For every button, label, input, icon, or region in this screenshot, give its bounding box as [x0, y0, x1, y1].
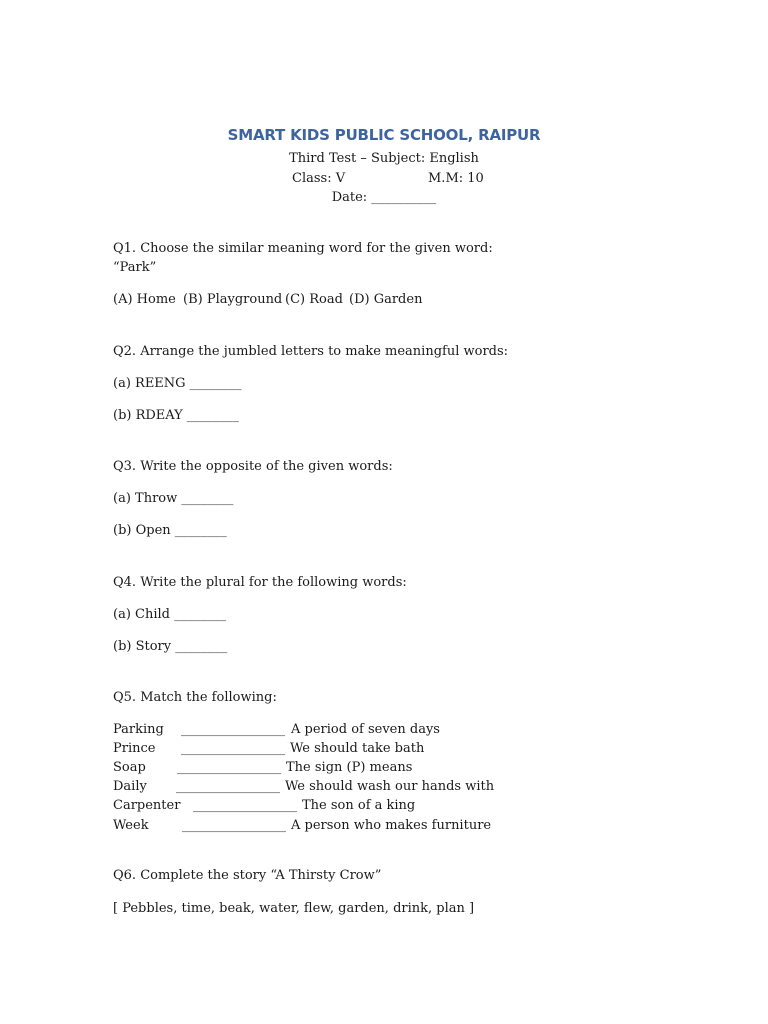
q1-question: Q1. Choose the similar meaning word for the given word: [113, 241, 493, 256]
q1-option-c: (C) Road [285, 292, 343, 307]
q1-option-a: (A) Home [113, 292, 176, 307]
q3-question: Q3. Write the opposite of the given words: [113, 459, 393, 474]
match-right-item: The son of a king [302, 798, 416, 813]
date-field: Date: __________ [331, 190, 437, 205]
match-left-item: Soap [113, 760, 146, 775]
match-blank: ________________ [182, 818, 286, 833]
test-subject: Third Test – Subject: English [289, 151, 479, 166]
school-name: SMART KIDS PUBLIC SCHOOL, RAIPUR [227, 126, 541, 144]
match-left-item: Carpenter [113, 798, 181, 813]
q3-item-a: (a) Throw ________ [113, 491, 234, 506]
q2-item-b: (b) RDEAY ________ [113, 408, 239, 423]
q6-question: Q6. Complete the story “A Thirsty Crow” [113, 868, 382, 883]
q4-item-a: (a) Child ________ [113, 607, 227, 622]
match-right-item: The sign (P) means [286, 760, 413, 775]
q1-word: “Park” [113, 260, 157, 275]
match-left-item: Week [113, 818, 149, 833]
q6-word-bank: [ Pebbles, time, beak, water, flew, garden, drink, plan ] [113, 901, 475, 916]
match-blank: ________________ [177, 760, 281, 775]
q4-item-b: (b) Story ________ [113, 639, 228, 654]
match-blank: ________________ [181, 722, 285, 737]
match-blank: ________________ [181, 741, 285, 756]
match-left-item: Parking [113, 722, 164, 737]
match-left-item: Prince [113, 741, 156, 756]
max-marks: M.M: 10 [428, 171, 484, 186]
match-right-item: We should take bath [290, 741, 425, 756]
q1-option-b: (B) Playground [183, 292, 283, 307]
match-right-item: We should wash our hands with [285, 779, 495, 794]
match-blank: ________________ [193, 798, 297, 813]
match-left-item: Daily [113, 779, 147, 794]
match-right-item: A period of seven days [291, 722, 440, 737]
match-right-item: A person who makes furniture [291, 818, 492, 833]
class-label: Class: V [292, 171, 346, 186]
q4-question: Q4. Write the plural for the following words: [113, 575, 407, 590]
q1-option-d: (D) Garden [349, 292, 423, 307]
q2-item-a: (a) REENG ________ [113, 376, 242, 391]
q5-question: Q5. Match the following: [113, 690, 277, 705]
q3-item-b: (b) Open ________ [113, 523, 227, 538]
q2-question: Q2. Arrange the jumbled letters to make meaningful words: [113, 344, 509, 359]
match-blank: ________________ [176, 779, 280, 794]
